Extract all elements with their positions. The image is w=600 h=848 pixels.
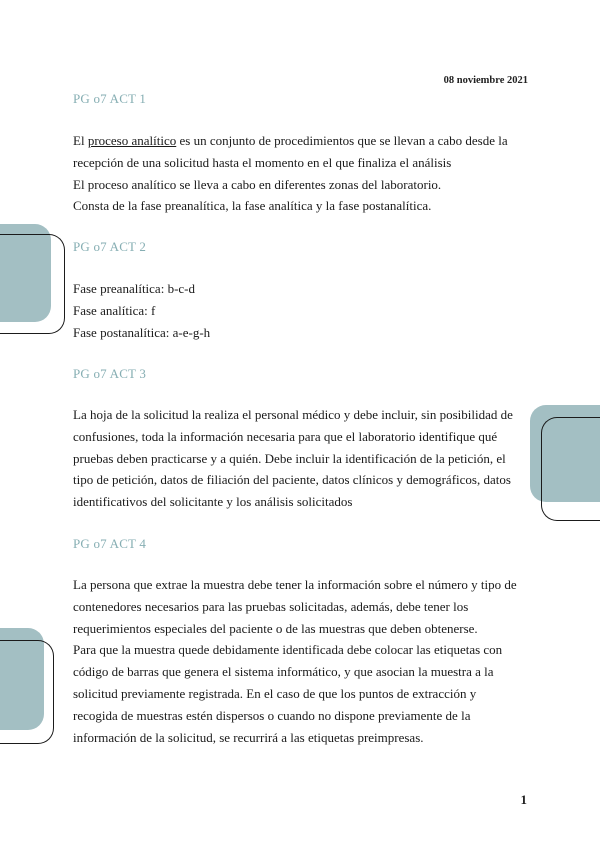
text-line: Fase analítica: f	[73, 302, 156, 318]
text-line: recepción de una solicitud hasta el momento en el que finaliza el análisis	[73, 154, 452, 170]
section-body-act-2	[73, 278, 533, 343]
text-line: Consta de la fase preanalítica, la fase analítica y la fase postanalítica.	[73, 198, 432, 214]
section-heading-act-2: PG o7 ACT 2	[73, 239, 147, 254]
text-line: Fase preanalítica: b-c-d	[73, 281, 195, 296]
text-line: contenedores necesarios para las pruebas solicitadas, además, debe tener los	[73, 598, 469, 614]
text-line: El proceso analítico se lleva a cabo en diferentes zonas del laboratorio.	[73, 176, 442, 192]
text-line: información de la solicitud, se recurrirá a las etiquetas preimpresas.	[73, 729, 424, 745]
text-line: identificativos del solicitante y los análisis solicitados	[73, 494, 353, 510]
text-line: La hoja de la solicitud la realiza el personal médico y debe incluir, sin posibilidad de	[73, 407, 513, 422]
page-number: 1	[520, 792, 527, 807]
text-line: pruebas deben practicarse y a quién. Debe incluir la identificación de la petición, el	[73, 450, 506, 466]
text-fragment: El	[73, 133, 88, 148]
text-fragment: es un conjunto de procedimientos que se llevan a cabo desde la	[176, 133, 508, 148]
section-body-act-3	[73, 404, 533, 513]
section-heading-act-3: PG o7 ACT 3	[73, 366, 147, 381]
section-heading-act-1: PG o7 ACT 1	[73, 91, 147, 106]
text-line: La persona que extrae la muestra debe tener la información sobre el número y tipo de	[73, 577, 517, 592]
section-body-act-4	[73, 574, 533, 748]
text-line: Para que la muestra quede debidamente identificada debe colocar las etiquetas con	[73, 642, 503, 658]
text-line: código de barras que genera el sistema informático, y que asocian la muestra a la	[73, 664, 494, 680]
text-line	[73, 130, 533, 152]
underlined-term-proceso-analitico: proceso analítico	[87, 133, 177, 148]
section-body-act-1	[73, 130, 533, 217]
text-line: solicitud previamente registrada. En el caso de que los puntos de extracción y	[73, 685, 477, 701]
text-line: confusiones, toda la información necesaria para que el laboratorio identifique qué	[73, 428, 498, 444]
text-line: recogida de muestras estén dispersos o cuando no dispone previamente de la	[73, 707, 471, 723]
section-heading-act-4: PG o7 ACT 4	[73, 536, 147, 551]
text-line: Fase postanalítica: a-e-g-h	[73, 324, 211, 340]
text-line: tipo de petición, datos de filiación del paciente, datos clínicos y demográficos, datos	[73, 472, 511, 488]
document-date: 08 noviembre 2021	[443, 75, 528, 86]
text-line: requerimientos especiales del paciente o de las muestras que deben obtenerse.	[73, 620, 478, 636]
